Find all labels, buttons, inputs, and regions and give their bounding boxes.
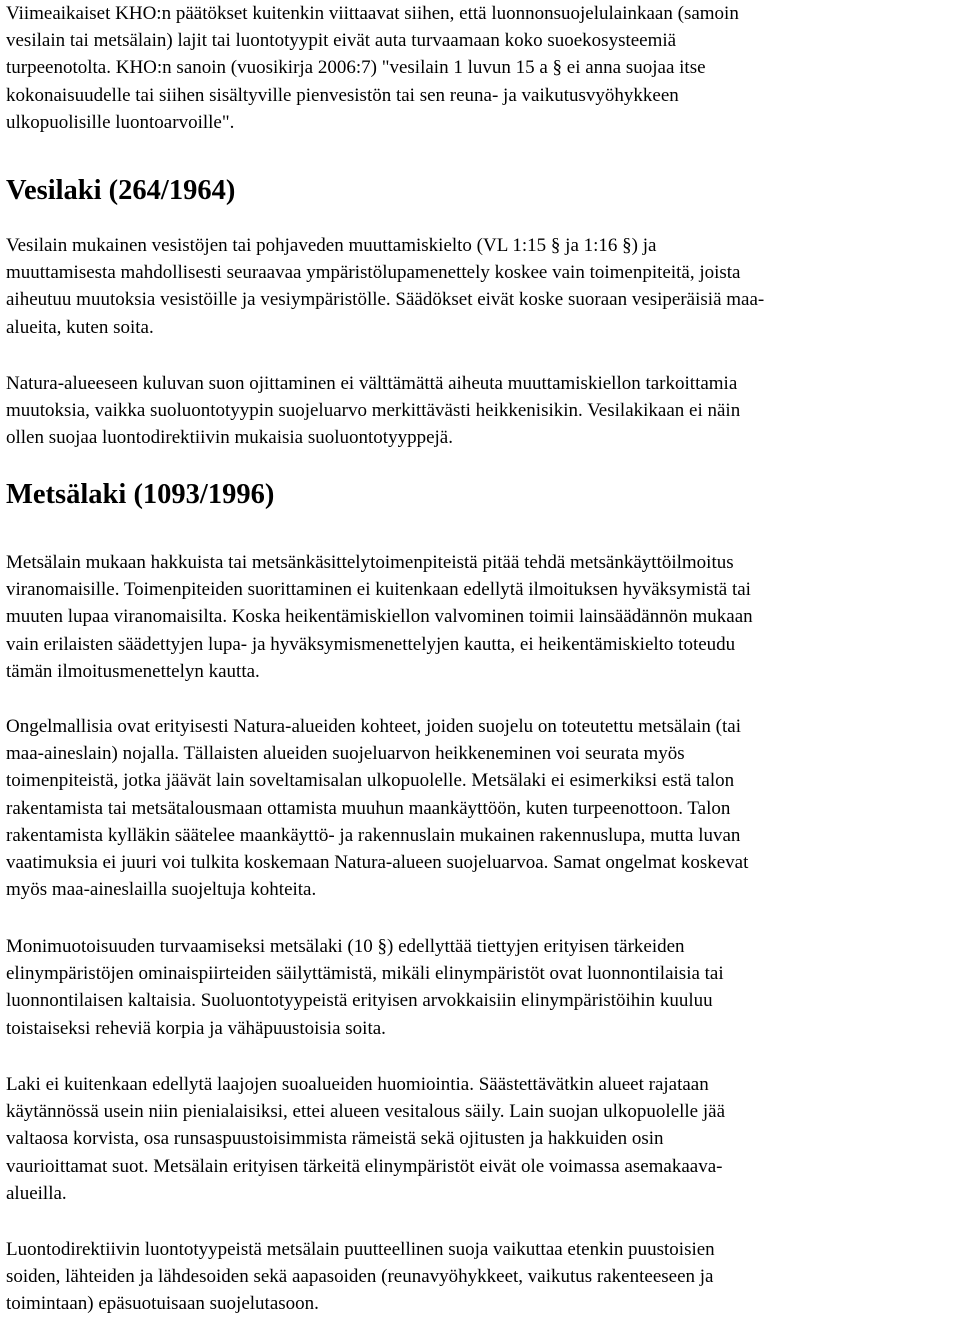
- paragraph-ongelmallisia-kohteet: [6, 713, 748, 903]
- text-line: muuttamisesta mahdollisesti seuraavaa ympäristölupamenettely koskee vain toimenpiteitä, joista: [6, 262, 741, 284]
- paragraph-laajat-suoalueet: [6, 1071, 725, 1207]
- text-line: alueilla.: [6, 1182, 67, 1204]
- text-line: muutoksia, vaikka suoluontotyypin suojeluarvo merkittävästi heikkenisikin. Vesilakikaan ei näin: [6, 400, 741, 422]
- text-line: maa-aineslain) nojalla. Tällaisten alueiden suojeluarvon heikkeneminen voi seurata myös: [6, 743, 685, 765]
- text-line: alueita, kuten soita.: [6, 316, 154, 338]
- text-line: toimintaan) epäsuotuisaan suojelutasoon.: [6, 1293, 319, 1315]
- text-line: Viimeaikaiset KHO:n päätökset kuitenkin viittaavat siihen, että luonnonsuojelulainkaan (samoin: [6, 3, 739, 24]
- text-line: Ongelmallisia ovat erityisesti Natura-alueiden kohteet, joiden suojelu on toteutettu metsälain (tai: [6, 716, 741, 737]
- text-line: käytännössä usein niin pienialaisiksi, ettei alueen vesitalous säily. Lain suojan ulkopuolelle jää: [6, 1101, 726, 1123]
- text-line: kokonaisuudelle tai siihen sisältyville pienvesistön tai sen reuna- ja vaikutusvyöhykkeen: [6, 84, 679, 106]
- paragraph-natura-ojitus: [6, 370, 740, 452]
- text-line: turpeenotolta. KHO:n sanoin (vuosikirja 2006:7) "vesilain 1 luvun 15 a § ei anna suojaa itse: [6, 57, 706, 79]
- text-line: vesilain tai metsälain) lajit tai luontotyypit eivät auta turvaamaan koko suoekosysteemiä: [6, 30, 677, 52]
- text-line: Vesilain mukainen vesistöjen tai pohjaveden muuttamiskielto (VL 1:15 § ja 1:16 §) ja: [6, 235, 657, 256]
- paragraph-kho-decisions: [6, 0, 739, 136]
- text-line: Metsälain mukaan hakkuista tai metsänkäsittelytoimenpiteistä pitää tehdä metsänkäyttöilmoitus: [6, 552, 734, 573]
- text-line: myös maa-aineslailla suojeltuja kohteita.: [6, 879, 317, 901]
- text-line: ollen suojaa luontodirektiivin mukaisia suoluontotyyppejä.: [6, 427, 453, 449]
- text-line: Monimuotoisuuden turvaamiseksi metsälaki (10 §) edellyttää tiettyjen erityisen tärkeiden: [6, 936, 685, 957]
- paragraph-monimuotoisuus: [6, 933, 724, 1042]
- text-line: aiheutuu muutoksia vesistöille ja vesiympäristölle. Säädökset eivät koske suoraan vesiperäisiä maa-: [6, 289, 765, 311]
- text-line: viranomaisille. Toimenpiteiden suorittaminen ei kuitenkaan edellytä ilmoituksen hyväksymistä tai: [6, 579, 751, 601]
- text-line: vain erilaisten säädettyjen lupa- ja hyväksymismenettelyjen kautta, ei heikentämiskielto toteudu: [6, 633, 736, 655]
- section-heading-metsalaki: Metsälaki (1093/1996): [6, 479, 275, 510]
- text-line: vaurioittamat suot. Metsälain erityisen tärkeitä elinympäristöt eivät ole voimassa asemakaava-: [6, 1155, 723, 1177]
- text-line: toimenpiteistä, jotka jäävät lain soveltamisalan ulkopuolelle. Metsälaki ei esimerkiksi estä talon: [6, 770, 735, 792]
- paragraph-metsankayttoilmoitus: [6, 549, 753, 685]
- text-line: Laki ei kuitenkaan edellytä laajojen suoalueiden huomiointia. Säästettävätkin alueet rajataan: [6, 1074, 709, 1095]
- section-heading-vesilaki: Vesilaki (264/1964): [6, 175, 236, 206]
- text-line: Natura-alueeseen kuluvan suon ojittaminen ei välttämättä aiheuta muuttamiskiellon tarkoittamia: [6, 373, 738, 394]
- text-line: toistaiseksi reheviä korpia ja vähäpuustoisia soita.: [6, 1017, 386, 1039]
- text-line: elinympäristöjen ominaispiirteiden säilyttämistä, mikäli elinympäristöt ovat luonnontilaisia tai: [6, 963, 724, 985]
- text-line: soiden, lähteiden ja lähdesoiden sekä aapasoiden (reunavyöhykkeet, vaikutus rakenteeseen ja: [6, 1266, 714, 1288]
- text-line: rakentamista tai metsätalousmaan ottamista muuhun maankäyttöön, kuten turpeenottoon. Talon: [6, 797, 731, 819]
- text-line: ulkopuolisille luontoarvoille".: [6, 111, 235, 133]
- text-line: valtaosa korvista, osa runsaspuustoisimmista rämeistä sekä ojitusten ja hakkuiden osin: [6, 1128, 664, 1150]
- paragraph-vesilaki-kielto: [6, 232, 764, 341]
- paragraph-luontodirektiivi: [6, 1236, 715, 1318]
- text-line: tämän ilmoitusmenettelyn kautta.: [6, 660, 260, 682]
- text-line: luonnontilaisen kaltaisia. Suoluontotyypeistä erityisen arvokkaisiin elinympäristöihin kuuluu: [6, 990, 713, 1012]
- text-line: muuten lupaa viranomaisilta. Koska heikentämiskiellon valvominen toimii lainsäädännön mukaan: [6, 606, 753, 628]
- text-line: vaatimuksia ei juuri voi tulkita koskemaan Natura-alueen suojeluarvoa. Samat ongelmat koskevat: [6, 852, 749, 874]
- text-line: rakentamista kylläkin säätelee maankäyttö- ja rakennuslain mukainen rakennuslupa, mutta luvan: [6, 824, 741, 846]
- text-line: Luontodirektiivin luontotyypeistä metsälain puutteellinen suoja vaikuttaa etenkin puustoisien: [6, 1239, 715, 1260]
